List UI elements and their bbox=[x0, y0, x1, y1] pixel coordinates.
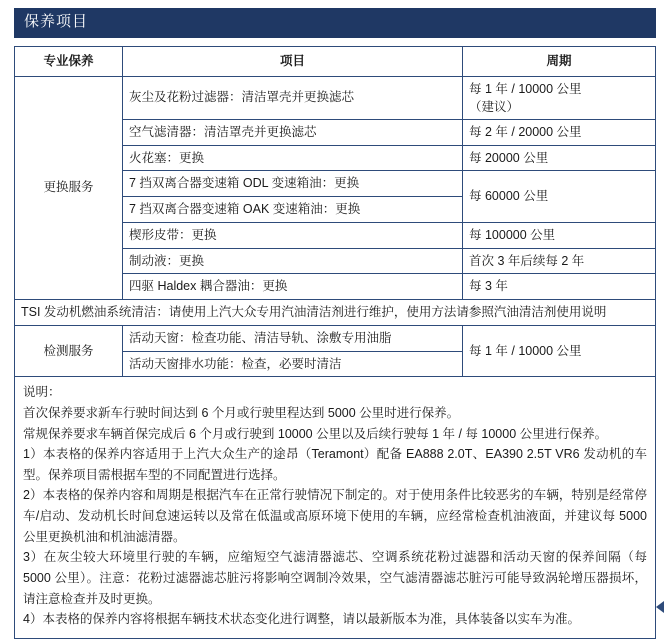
table-row bbox=[15, 76, 656, 119]
page-title: 保养项目 bbox=[14, 8, 656, 38]
note-line: 首次保养要求新车行驶时间达到 6 个月或行驶里程达到 5000 公里时进行保养。 bbox=[23, 405, 460, 420]
period-cell bbox=[463, 76, 656, 119]
note-line: 常规保养要求车辆首保完成后 6 个月或行驶到 10000 公里以及后续行驶每 1 年 / 每 10000 公里进行保养。 bbox=[23, 426, 608, 441]
category-cell-inspection: 检测服务 bbox=[15, 325, 123, 377]
item-cell: 制动液：更换 bbox=[123, 248, 463, 274]
category-cell-replacement: 更换服务 bbox=[15, 76, 123, 300]
item-cell-full-width: TSI 发动机燃油系统清洁：请使用上汽大众专用汽油清洁剂进行维护，使用方法请参照汽油清洁剂使用说明 bbox=[15, 300, 656, 326]
table-row bbox=[15, 300, 656, 326]
item-cell: 活动天窗排水功能：检查，必要时清洁 bbox=[123, 351, 463, 377]
period-cell: 每 100000 公里 bbox=[463, 222, 656, 248]
period-cell: 每 20000 公里 bbox=[463, 145, 656, 171]
notes-block bbox=[14, 377, 656, 639]
period-line-2: （建议） bbox=[469, 99, 520, 114]
period-cell: 每 2 年 / 20000 公里 bbox=[463, 119, 656, 145]
table-row bbox=[15, 325, 656, 351]
item-cell: 楔形皮带：更换 bbox=[123, 222, 463, 248]
period-cell: 首次 3 年后续每 2 年 bbox=[463, 248, 656, 274]
item-cell: 空气滤清器：清洁罩壳并更换滤芯 bbox=[123, 119, 463, 145]
column-header-period: 周期 bbox=[463, 46, 656, 76]
item-cell: 四驱 Haldex 耦合器油：更换 bbox=[123, 274, 463, 300]
notes-heading: 说明： bbox=[23, 385, 61, 400]
column-header-item: 项目 bbox=[123, 46, 463, 76]
note-line: 3）在灰尘较大环境里行驶的车辆，应缩短空气滤清器滤芯、空调系统花粉过滤器和活动天窗的保养间隔（每 5000 公里）。注意：花粉过滤器滤芯脏污将影响空调制冷效果，空气滤清器滤芯脏污可能导致涡轮增压器损坏，请注意检查并及时更换。 bbox=[23, 550, 647, 606]
item-cell: 火花塞：更换 bbox=[123, 145, 463, 171]
item-cell: 活动天窗：检查功能、清洁导轨、涂敷专用油脂 bbox=[123, 325, 463, 351]
note-line: 1）本表格的保养内容适用于上汽大众生产的途昂（Teramont）配备 EA888 2.0T、EA390 2.5T VR6 发动机的车型。保养项目需根据车型的不同配置进行选择。 bbox=[23, 447, 647, 482]
period-cell: 每 3 年 bbox=[463, 274, 656, 300]
page-corner-marker-icon bbox=[656, 601, 664, 613]
period-cell: 每 1 年 / 10000 公里 bbox=[463, 325, 656, 377]
period-line-1: 每 1 年 / 10000 公里 bbox=[469, 81, 582, 96]
item-cell: 7 挡双离合器变速箱 ODL 变速箱油：更换 bbox=[123, 171, 463, 197]
column-header-category: 专业保养 bbox=[15, 46, 123, 76]
item-cell: 7 挡双离合器变速箱 OAK 变速箱油：更换 bbox=[123, 197, 463, 223]
item-cell: 灰尘及花粉过滤器：清洁罩壳并更换滤芯 bbox=[123, 76, 463, 119]
period-cell: 每 60000 公里 bbox=[463, 171, 656, 223]
note-line: 4）本表格的保养内容将根据车辆技术状态变化进行调整，请以最新版本为准，具体装备以实车为准。 bbox=[23, 612, 580, 627]
table-header-row bbox=[15, 46, 656, 76]
maintenance-table bbox=[14, 46, 656, 378]
note-line: 2）本表格的保养内容和周期是根据汽车在正常行驶情况下制定的。对于使用条件比较恶劣的车辆，特别是经常停车/启动、发动机长时间怠速运转以及常在低温或高原环境下使用的车辆，应经常检查机油液面，并建议每 5000 公里更换机油和机油滤清器。 bbox=[23, 488, 647, 544]
